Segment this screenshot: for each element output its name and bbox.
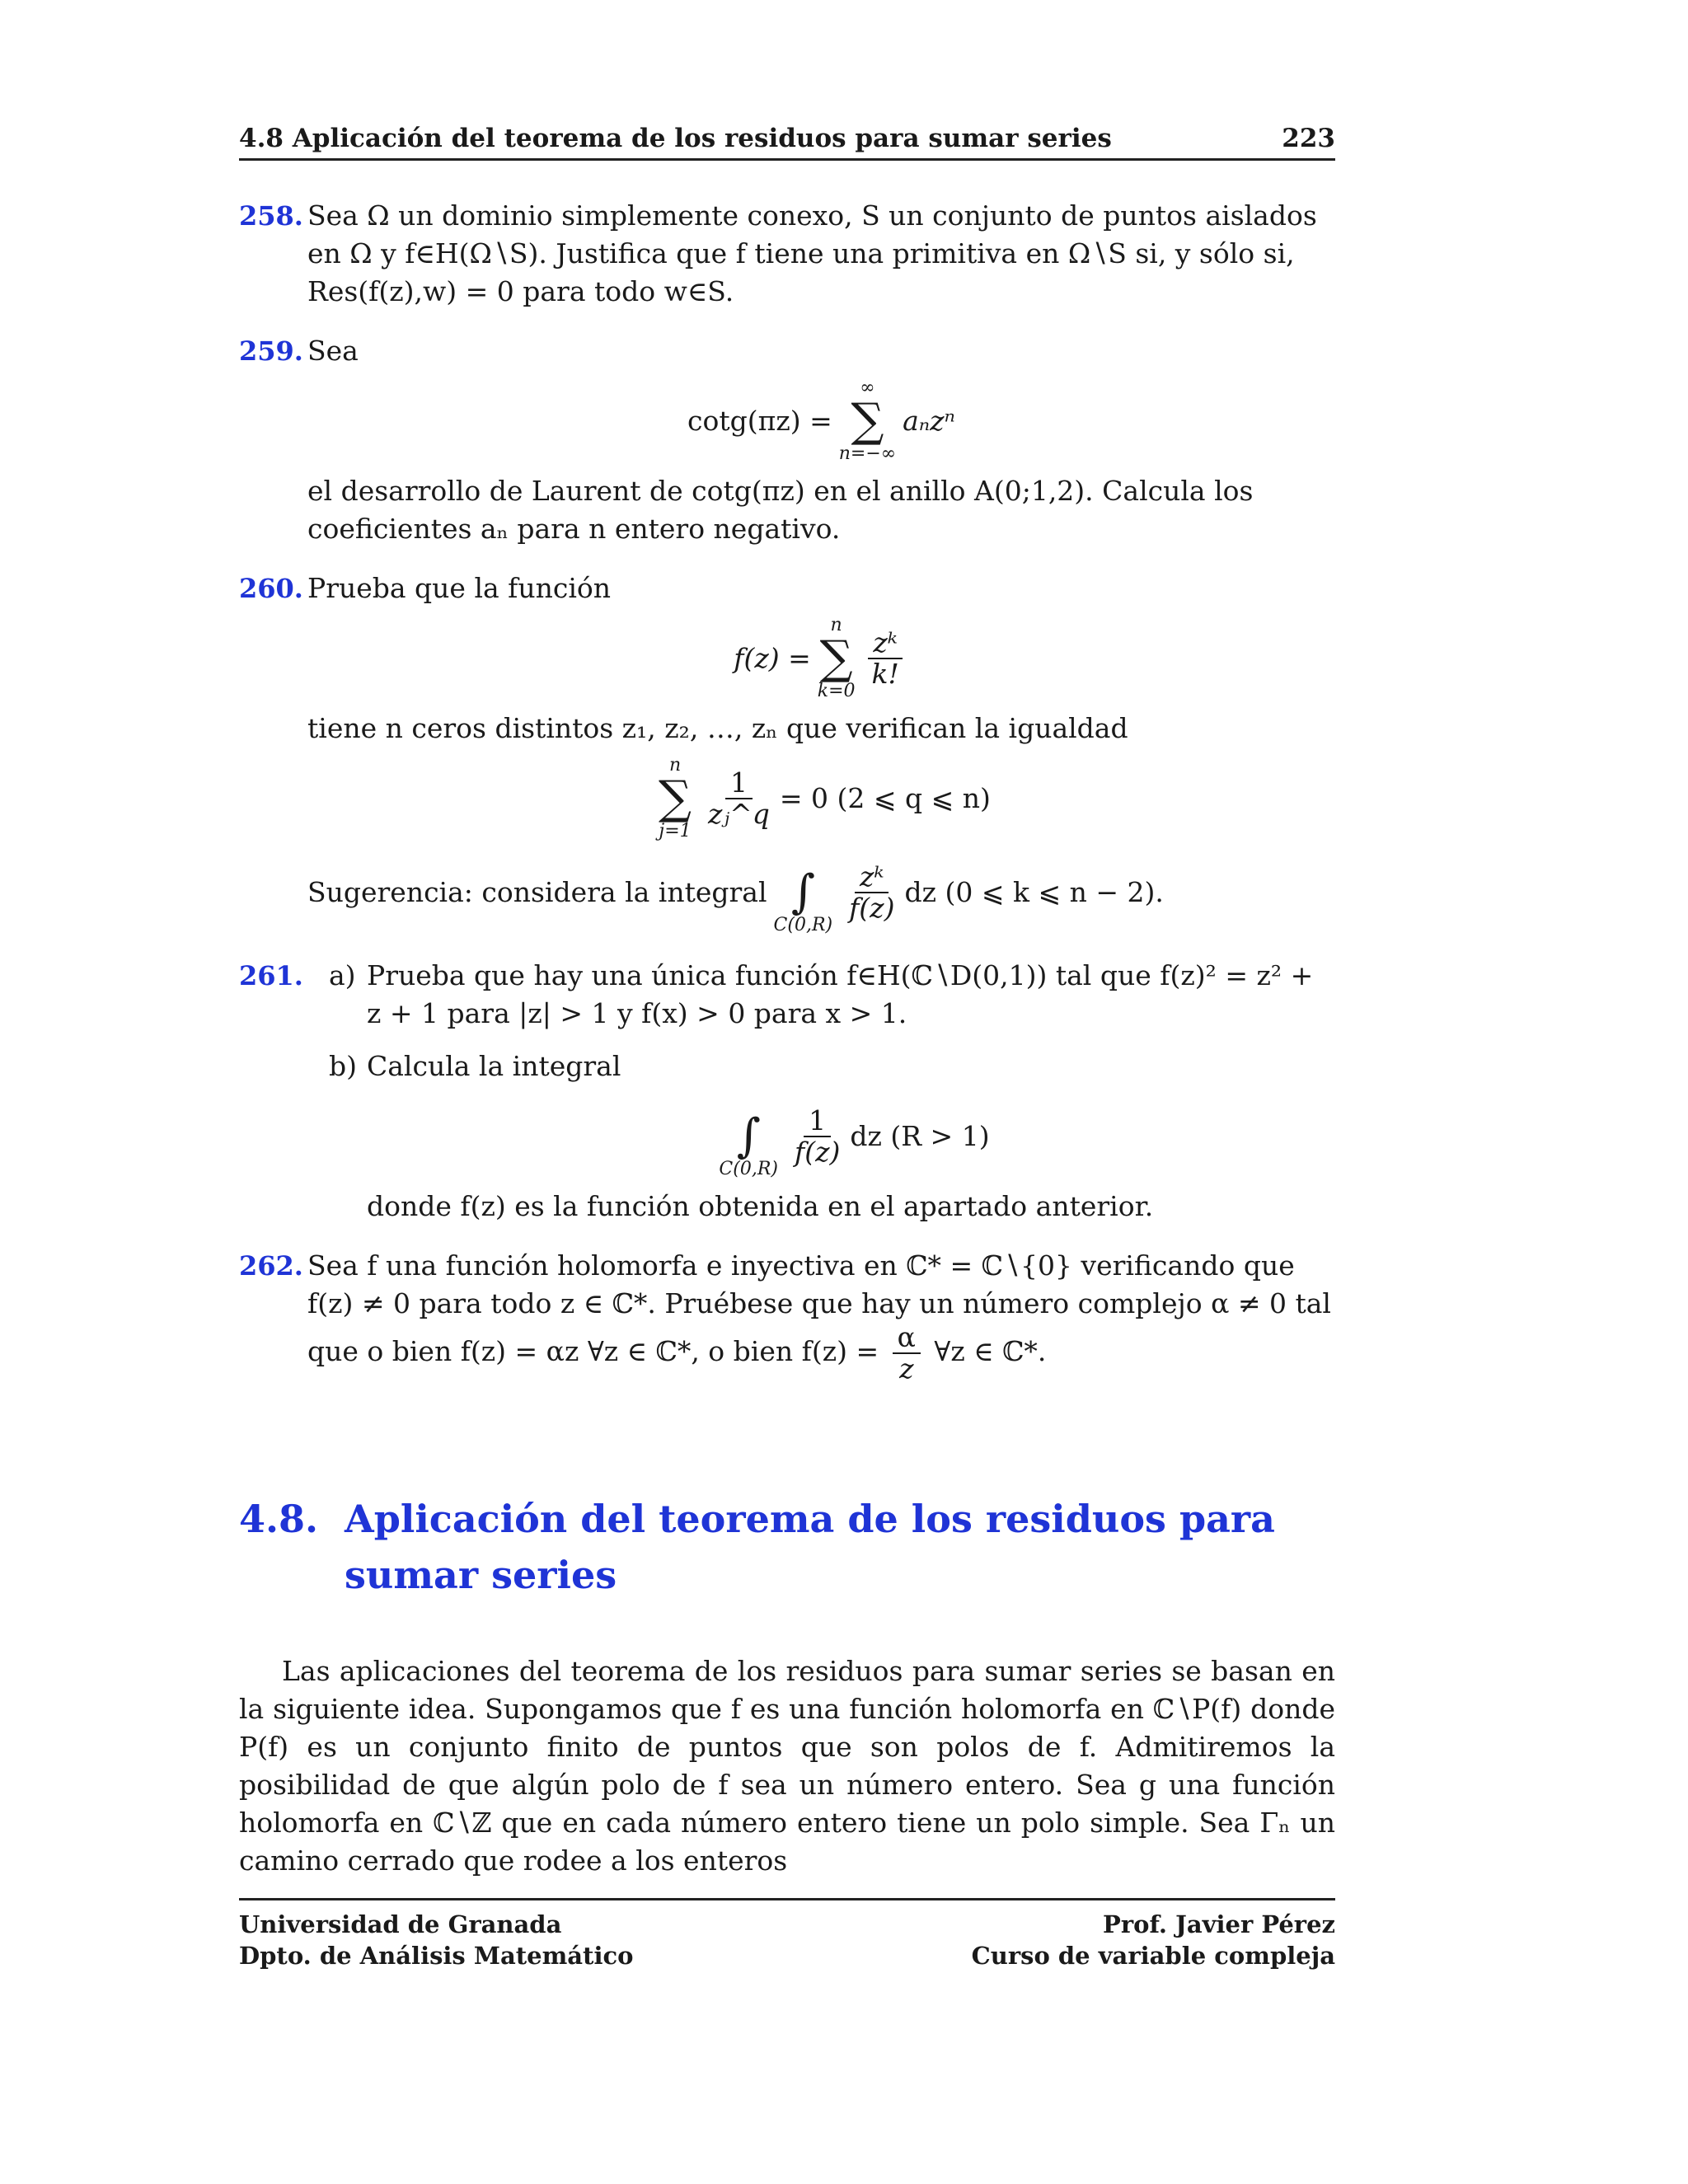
footer-university: Universidad de Granada — [239, 1910, 562, 1938]
running-header — [239, 124, 1335, 161]
problem-text-2: ∀z ∈ ℂ*. — [934, 1335, 1047, 1367]
integral-contour: C(0,R) — [719, 1159, 778, 1179]
part-text: Calcula la integral — [367, 1050, 621, 1082]
sigma-symbol: ∑ — [851, 394, 884, 448]
denominator: f(z) — [849, 892, 895, 924]
part-text: Prueba que hay una única función f∈H(ℂ∖D(0,1)) tal que f(z)² = z² + z + 1 para |z| > 1 y f(x) > 0 para x > 1. — [367, 959, 1314, 1029]
equation-f — [307, 616, 1335, 701]
problem-intro: Sea — [307, 335, 359, 367]
problem-262 — [239, 1247, 1335, 1384]
integral-contour: C(0,R) — [773, 915, 833, 935]
problem-text — [307, 1247, 1335, 1384]
problem-number: 259. — [239, 335, 303, 367]
eq-lhs: cotg(πz) = — [687, 405, 832, 437]
problem-261 — [239, 957, 1335, 1226]
sum-operator — [818, 616, 856, 701]
hint-text: Sugerencia: considera la integral — [307, 876, 767, 908]
problem-number: 262. — [239, 1250, 303, 1282]
denominator: k! — [871, 658, 899, 690]
part-after: donde f(z) es la función obtenida en el apartado anterior. — [367, 1190, 1154, 1222]
problem-number: 260. — [239, 573, 303, 604]
page — [239, 124, 1335, 1880]
body-paragraph: Las aplicaciones del teorema de los residuos para sumar series se basan en la siguiente idea. Supongamos que f es una función holomorfa en ℂ∖P(f) donde P(f) es un conjunto finito de puntos que son polos de f. Admitiremos la posibilidad de que algún polo de f sea un número entero. Sea g una función holomorfa en ℂ∖ℤ que en cada número entero tiene un polo simple. Sea Γₙ un camino cerrado que rodee a los enteros — [239, 1655, 1335, 1877]
denominator: zⱼ^q — [708, 798, 770, 830]
problem-number: 261. — [239, 960, 303, 991]
section-number: 4.8. — [239, 1497, 319, 1541]
sum-lower: n=−∞ — [838, 443, 897, 464]
part-label: a) — [329, 959, 356, 991]
fraction — [790, 1106, 845, 1167]
sum-lower: k=0 — [817, 681, 856, 701]
eq-lhs: f(z) = — [734, 642, 811, 674]
numerator: zᵏ — [855, 862, 889, 893]
sum-upper: ∞ — [860, 377, 875, 398]
fraction — [844, 862, 899, 923]
hint-line — [307, 850, 1335, 935]
numerator: 1 — [804, 1106, 831, 1137]
problem-text-1: Sea f una función holomorfa e inyectiva en ℂ* = ℂ∖{0} verificando que f(z) ≠ 0 para todo z ∈ ℂ*. Pruébese que hay un número complejo α ≠ 0 tal que o bien f(z) = αz ∀z ∈ ℂ*, o bien f(z) = — [307, 1249, 1331, 1367]
equation-sum-zero — [307, 756, 1335, 841]
fraction — [703, 768, 775, 829]
numerator: α — [893, 1323, 921, 1354]
integral-operator — [774, 850, 833, 935]
section-title: Aplicación del teorema de los residuos para sumar series — [345, 1497, 1275, 1597]
sum-operator — [839, 378, 896, 464]
equation-laurent — [307, 378, 1335, 464]
footer-author: Prof. Javier Pérez — [1103, 1910, 1335, 1938]
problem-text: Sea Ω un dominio simplemente conexo, S un conjunto de puntos aislados en Ω y f∈H(Ω∖S). Justifica que f tiene una primitiva en Ω∖S si, y sólo si, Res(f(z),w) = 0 para todo w∈S. — [307, 199, 1317, 307]
part-label: b) — [329, 1050, 357, 1082]
part-a — [239, 957, 1335, 1033]
fraction — [893, 1323, 921, 1384]
footer-course: Curso de variable compleja — [971, 1942, 1335, 1970]
integral-symbol: ∫ — [736, 1109, 761, 1163]
equation-integral — [367, 1094, 1335, 1179]
eq-rhs: = 0 (2 ⩽ q ⩽ n) — [779, 782, 991, 814]
eq-term: aₙzⁿ — [903, 405, 955, 437]
sigma-symbol: ∑ — [659, 771, 692, 825]
footer-department: Dpto. de Análisis Matemático — [239, 1942, 634, 1970]
footer-left — [239, 1909, 633, 1971]
fraction — [867, 628, 904, 689]
sum-upper: n — [830, 615, 842, 635]
problem-number: 258. — [239, 200, 303, 232]
problem-259 — [239, 332, 1335, 548]
sum-upper: n — [668, 755, 682, 776]
sum-lower: j=1 — [659, 821, 692, 841]
problem-260 — [239, 569, 1335, 935]
problem-text: el desarrollo de Laurent de cotg(πz) en el anillo A(0;1,2). Calcula los coeficientes aₙ para n entero negativo. — [307, 475, 1254, 545]
footer-right — [972, 1909, 1335, 1971]
sigma-symbol: ∑ — [819, 631, 853, 685]
numerator: 1 — [725, 768, 753, 799]
denominator: z — [899, 1352, 914, 1385]
part-b — [239, 1047, 1335, 1226]
running-title: 4.8 Aplicación del teorema de los residuos para sumar series — [239, 124, 1112, 153]
problem-intro: Prueba que la función — [307, 572, 612, 604]
integral-tail: dz (R > 1) — [850, 1120, 990, 1152]
sum-operator — [659, 756, 692, 841]
integral-symbol: ∫ — [790, 865, 815, 919]
denominator: f(z) — [794, 1136, 841, 1168]
page-number: 223 — [1282, 124, 1335, 153]
page-footer — [239, 1898, 1335, 1971]
problem-text: tiene n ceros distintos z₁, z₂, …, zₙ que verifican la igualdad — [307, 712, 1128, 744]
hint-tail: dz (0 ⩽ k ⩽ n − 2). — [904, 876, 1164, 908]
integral-operator — [719, 1094, 778, 1179]
section-heading — [239, 1491, 1335, 1603]
problem-258 — [239, 197, 1335, 311]
numerator: zᵏ — [868, 628, 902, 659]
